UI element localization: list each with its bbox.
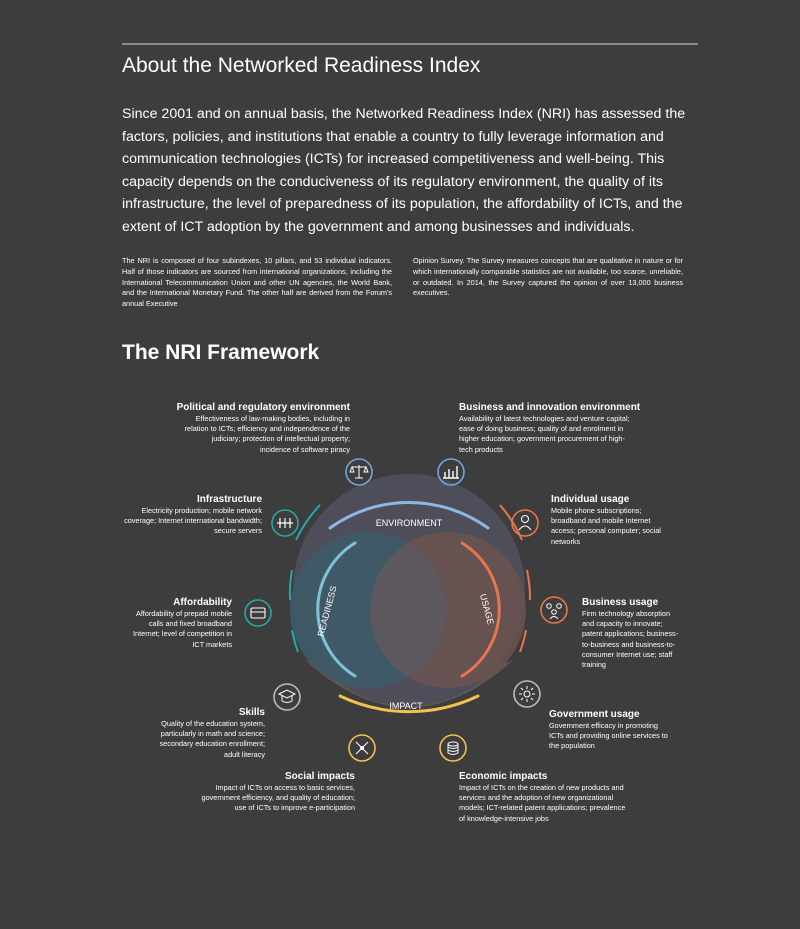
scales-icon	[346, 459, 372, 485]
network-icon	[349, 735, 375, 761]
pillar-business-env-title: Business and innovation environment	[459, 402, 641, 413]
pillar-affordability	[122, 597, 232, 650]
pillar-skills	[150, 707, 265, 760]
pillar-business-usage	[582, 597, 682, 670]
wallet-icon	[245, 600, 271, 626]
pillar-political	[160, 402, 350, 455]
pillar-economic-desc: Impact of ICTs on the creation of new products and services and the adoption of new organizational models; ICT-related patent applications; prevalence of knowledge-intensive jobs	[459, 783, 626, 823]
pillar-economic	[459, 771, 629, 824]
body-column-right: Opinion Survey. The Survey measures concepts that are qualitative in nature or for which internationally comparable statistics are not available, too scarce, unreliable, or outdated. In 2014, the Survey captured the opinion of over 13,000 business executives.	[413, 256, 683, 298]
pillar-political-title: Political and regulatory environment	[176, 402, 350, 413]
pillar-government-title: Government usage	[549, 709, 640, 720]
pillar-skills-title: Skills	[238, 707, 265, 718]
pillar-social-desc: Impact of ICTs on access to basic services, government efficiency, and quality of education; use of ICTs to improve e-participation	[201, 783, 355, 813]
pillar-business-env-desc: Availability of latest technologies and venture capital; ease of doing business; quality of and enrolment in higher education; government procurement of high-tech products	[459, 414, 630, 454]
pillar-affordability-title: Affordability	[173, 597, 232, 608]
body-column-left: The NRI is composed of four subindexes, 10 pillars, and 53 individual indicators. Half of those indicators are sourced from international organizations, including the International Telecommunication Union and other UN agencies, the World Bank, and the International Monetary Fund. The other half are derived from the Forum's annual Executive	[122, 256, 392, 309]
pillar-skills-desc: Quality of the education system, particularly in math and science; secondary education enrollment; adult literacy	[159, 719, 265, 759]
coins-icon	[440, 735, 466, 761]
government-icon	[514, 681, 540, 707]
page-title: About the Networked Readiness Index	[122, 54, 481, 77]
pillar-infrastructure-title: Infrastructure	[196, 494, 262, 505]
intro-paragraph: Since 2001 and on annual basis, the Networked Readiness Index (NRI) has assessed the factors, policies, and institutions that enable a country to fully leverage information and communication technologies (ICTs) for increased competitiveness and well-being. This capacity depends on the conduciveness of its regulatory environment, the quality of its infrastructure, the level of preparedness of its population, the affordability of ICTs, and the extent of ICT adoption by the government and among businesses and individuals.	[122, 106, 686, 235]
graduation-cap-icon	[274, 684, 300, 710]
pillar-economic-title: Economic impacts	[459, 771, 548, 782]
pillar-government-desc: Government efficacy in promoting ICTs and providing online services to the population	[549, 721, 668, 751]
environment-label: ENVIRONMENT	[375, 518, 443, 528]
usage-label: USAGE	[477, 592, 496, 626]
pillar-individual-title: Individual usage	[551, 494, 630, 505]
pillar-individual	[551, 494, 676, 547]
bar-chart-icon	[438, 459, 464, 485]
framework-title: The NRI Framework	[122, 341, 320, 364]
pillar-business-usage-title: Business usage	[582, 597, 659, 608]
pillar-social-title: Social impacts	[284, 771, 355, 782]
impact-label: IMPACT	[389, 701, 423, 711]
pillar-infrastructure-desc: Electricity production; mobile network coverage; Internet international bandwidth; secure servers	[124, 506, 262, 536]
pillar-social	[190, 771, 355, 814]
pillar-political-desc: Effectiveness of law-making bodies, including in relation to ICTs; efficiency and independence of the judiciary; protection of intellectual property; incidence of software piracy	[184, 414, 350, 454]
pillar-infrastructure	[122, 494, 262, 537]
pillar-business-usage-desc: Firm technology absorption and capacity to innovate; patent applications; business-to-business and business-to-consumer Internet use; staff training	[582, 609, 679, 670]
person-icon	[512, 510, 538, 536]
pillar-business-env	[459, 402, 649, 455]
readiness-label: READINESS	[315, 584, 339, 638]
pillar-government	[549, 709, 674, 752]
pillar-affordability-desc: Affordability of prepaid mobile calls and fixed broadband Internet; level of competition in ICT markets	[133, 609, 232, 649]
infrastructure-icon	[272, 510, 298, 536]
group-icon	[541, 597, 567, 623]
pillar-individual-desc: Mobile phone subscriptions; broadband and mobile Internet access; personal computer; social networks	[551, 506, 661, 546]
